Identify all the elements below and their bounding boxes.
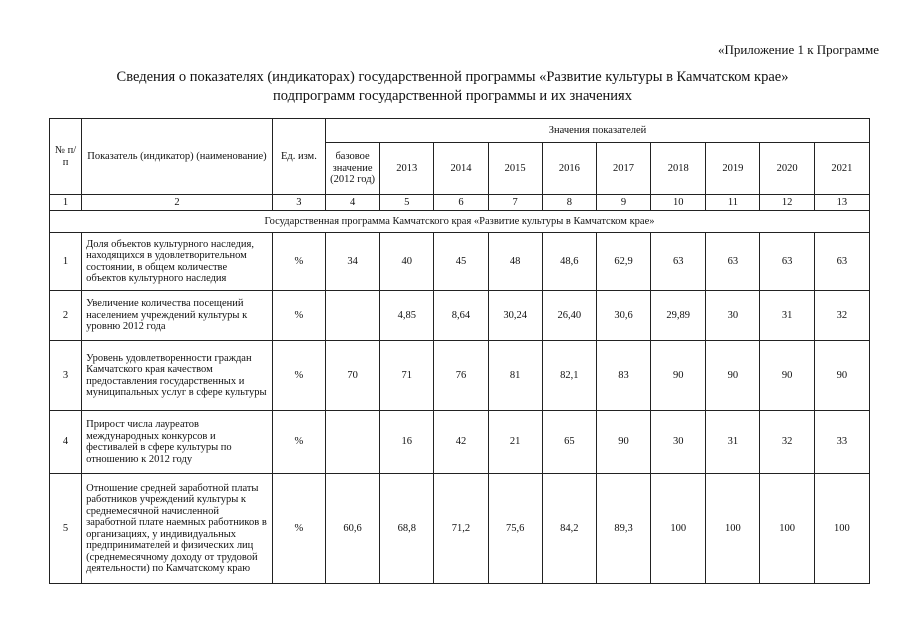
year-value: 63 [760, 233, 814, 291]
column-number: 6 [434, 195, 488, 211]
column-number: 8 [542, 195, 596, 211]
header-year: 2021 [814, 143, 869, 195]
header-year: 2015 [488, 143, 542, 195]
year-value: 30 [706, 291, 760, 341]
year-value: 90 [651, 341, 706, 411]
year-value: 81 [488, 341, 542, 411]
year-value: 33 [814, 411, 869, 474]
year-value: 68,8 [380, 474, 434, 584]
indicator-name: Отношение средней заработной платы работников учреждений культуры к среднемесячной начисленной заработной плате наемных работников в организациях, у индивидуальных предпринимателей и физических лиц (среднемесячному доходу от трудовой деятельности) по Камчатскому краю [82, 474, 273, 584]
year-value: 63 [651, 233, 706, 291]
year-value: 21 [488, 411, 542, 474]
row-number: 5 [50, 474, 82, 584]
year-value: 48,6 [542, 233, 596, 291]
header-year: 2014 [434, 143, 488, 195]
year-value: 32 [814, 291, 869, 341]
row-number: 1 [50, 233, 82, 291]
year-value: 4,85 [380, 291, 434, 341]
section-row [50, 211, 870, 233]
column-number-row [50, 195, 870, 211]
document-title [0, 68, 905, 106]
header-year: 2017 [596, 143, 650, 195]
header-year: 2016 [542, 143, 596, 195]
table-row [50, 474, 870, 584]
header-num: № п/п [50, 119, 82, 195]
year-value: 90 [760, 341, 814, 411]
year-value: 31 [706, 411, 760, 474]
base-value: 70 [325, 341, 379, 411]
table-row [50, 291, 870, 341]
year-value: 40 [380, 233, 434, 291]
title-line-2: подпрограмм государственной программы и их значениях [273, 88, 632, 104]
header-indicator: Показатель (индикатор) (наименование) [82, 119, 273, 195]
year-value: 100 [706, 474, 760, 584]
year-value: 100 [814, 474, 869, 584]
unit-cell: % [272, 411, 325, 474]
year-value: 31 [760, 291, 814, 341]
year-value: 45 [434, 233, 488, 291]
base-value [325, 291, 379, 341]
header-year: 2019 [706, 143, 760, 195]
year-value: 26,40 [542, 291, 596, 341]
year-value: 71,2 [434, 474, 488, 584]
header-year: 2018 [651, 143, 706, 195]
row-number: 3 [50, 341, 82, 411]
annex-label: «Приложение 1 к Программе [717, 42, 879, 57]
year-value: 32 [760, 411, 814, 474]
indicator-name: Увеличение количества посещений населением учреждений культуры к уровню 2012 года [82, 291, 273, 341]
indicator-name: Доля объектов культурного наследия, находящихся в удовлетворительном состоянии, в общем количестве объектов культурного наследия [82, 233, 273, 291]
year-value: 65 [542, 411, 596, 474]
base-value: 34 [325, 233, 379, 291]
unit-cell: % [272, 474, 325, 584]
header-base: базовое значение (2012 год) [325, 143, 379, 195]
year-value: 42 [434, 411, 488, 474]
year-value: 75,6 [488, 474, 542, 584]
title-line-1: Сведения о показателях (индикаторах) государственной программы «Развитие культуры в Камчатском крае» [116, 69, 789, 85]
table-row [50, 233, 870, 291]
year-value: 30,6 [596, 291, 650, 341]
column-number: 2 [82, 195, 273, 211]
year-value: 30,24 [488, 291, 542, 341]
row-number: 4 [50, 411, 82, 474]
section-title: Государственная программа Камчатского края «Развитие культуры в Камчатском крае» [50, 211, 870, 233]
unit-cell: % [272, 291, 325, 341]
year-value: 83 [596, 341, 650, 411]
unit-cell: % [272, 341, 325, 411]
year-value: 90 [814, 341, 869, 411]
year-value: 89,3 [596, 474, 650, 584]
indicator-name: Уровень удовлетворенности граждан Камчатского края качеством предоставления государственных и муниципальных услуг в сфере культуры [82, 341, 273, 411]
column-number: 4 [325, 195, 379, 211]
column-number: 9 [596, 195, 650, 211]
column-number: 5 [380, 195, 434, 211]
table-row [50, 341, 870, 411]
year-value: 84,2 [542, 474, 596, 584]
column-number: 1 [50, 195, 82, 211]
unit-cell: % [272, 233, 325, 291]
year-value: 76 [434, 341, 488, 411]
base-value [325, 411, 379, 474]
year-value: 63 [814, 233, 869, 291]
column-number: 10 [651, 195, 706, 211]
year-value: 90 [596, 411, 650, 474]
indicators-table [49, 118, 870, 584]
column-number: 7 [488, 195, 542, 211]
table-row [50, 411, 870, 474]
year-value: 29,89 [651, 291, 706, 341]
year-value: 8,64 [434, 291, 488, 341]
column-number: 13 [814, 195, 869, 211]
column-number: 12 [760, 195, 814, 211]
column-number: 11 [706, 195, 760, 211]
year-value: 16 [380, 411, 434, 474]
header-unit: Ед. изм. [272, 119, 325, 195]
year-value: 82,1 [542, 341, 596, 411]
year-value: 63 [706, 233, 760, 291]
year-value: 100 [760, 474, 814, 584]
year-value: 71 [380, 341, 434, 411]
year-value: 90 [706, 341, 760, 411]
year-value: 100 [651, 474, 706, 584]
header-row-top [50, 119, 870, 143]
header-year: 2013 [380, 143, 434, 195]
header-year: 2020 [760, 143, 814, 195]
header-values: Значения показателей [325, 119, 869, 143]
row-number: 2 [50, 291, 82, 341]
indicator-name: Прирост числа лауреатов международных конкурсов и фестивалей в сфере культуры по отношению к 2012 году [82, 411, 273, 474]
year-value: 48 [488, 233, 542, 291]
base-value: 60,6 [325, 474, 379, 584]
column-number: 3 [272, 195, 325, 211]
year-value: 30 [651, 411, 706, 474]
year-value: 62,9 [596, 233, 650, 291]
